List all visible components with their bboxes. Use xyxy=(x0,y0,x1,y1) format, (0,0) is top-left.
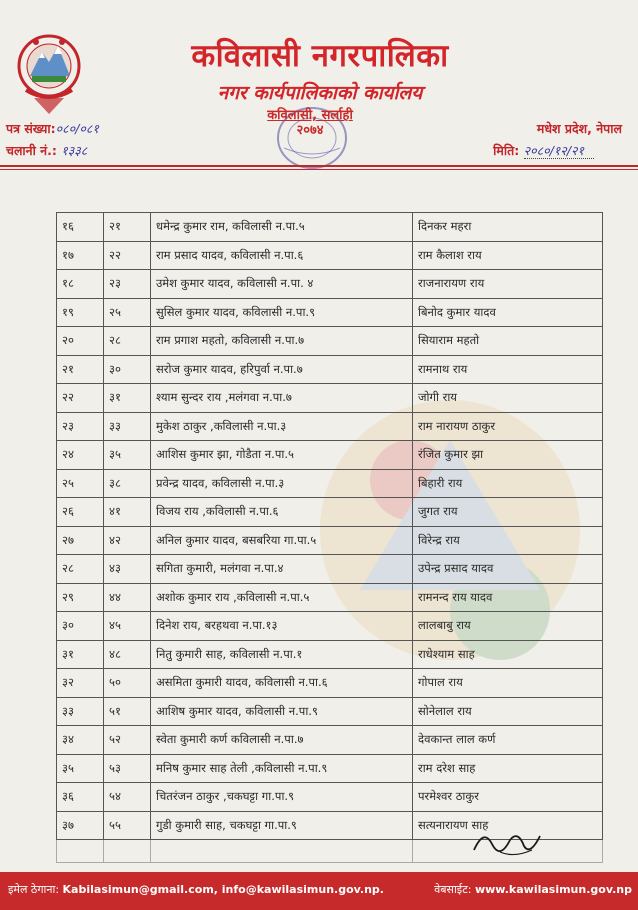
guardian-cell: जोगी राय xyxy=(413,384,603,413)
guardian-cell: दिनकर महरा xyxy=(413,213,603,242)
candidate-no-cell: ४३ xyxy=(104,555,151,584)
serial-cell: २६ xyxy=(57,498,104,527)
table-row xyxy=(57,441,603,470)
name-address-cell: राम प्रसाद यादव, कविलासी न.पा.६ xyxy=(151,241,413,270)
bleed-through-cell xyxy=(151,840,413,863)
serial-cell: २१ xyxy=(57,355,104,384)
name-address-cell: मनिष कुमार साह तेली ,कविलासी न.पा.९ xyxy=(151,754,413,783)
name-address-cell: मुकेश ठाकुर ,कविलासी न.पा.३ xyxy=(151,412,413,441)
municipality-title: कविलासी नगरपालिका xyxy=(191,38,449,74)
candidate-no-cell: २२ xyxy=(104,241,151,270)
letter-number-value: ०८०/०८१ xyxy=(55,121,99,136)
candidate-no-cell: ३८ xyxy=(104,469,151,498)
header-divider-thin xyxy=(0,169,638,170)
signature-icon xyxy=(470,822,550,862)
name-address-cell: आशिस कुमार झा, गोडैता न.पा.५ xyxy=(151,441,413,470)
table-row xyxy=(57,612,603,641)
name-address-cell: धमेन्द्र कुमार राम, कविलासी न.पा.५ xyxy=(151,213,413,242)
date-value: २०८०/१२/२१ xyxy=(524,143,594,159)
date-label: मिति: xyxy=(493,143,520,158)
candidate-no-cell: ५२ xyxy=(104,726,151,755)
name-address-cell: स्वेता कुमारी कर्ण कविलासी न.पा.७ xyxy=(151,726,413,755)
table-row xyxy=(57,355,603,384)
table-row xyxy=(57,412,603,441)
serial-cell: ३५ xyxy=(57,754,104,783)
name-address-cell: आशिष कुमार यादव, कविलासी न.पा.९ xyxy=(151,697,413,726)
candidate-no-cell: ३३ xyxy=(104,412,151,441)
name-address-cell: सगिता कुमारी, मलंगवा न.पा.४ xyxy=(151,555,413,584)
name-address-cell: असमिता कुमारी यादव, कविलासी न.पा.६ xyxy=(151,669,413,698)
candidate-no-cell: ५५ xyxy=(104,811,151,840)
serial-cell: २४ xyxy=(57,441,104,470)
guardian-cell: राधेश्याम साह xyxy=(413,640,603,669)
dispatch-number-label: चलानी नं.: xyxy=(6,143,57,158)
bleed-through-cell xyxy=(104,840,151,863)
table-row xyxy=(57,213,603,242)
serial-cell: ३४ xyxy=(57,726,104,755)
roster-table-body xyxy=(57,213,603,863)
guardian-cell: बिहारी राय xyxy=(413,469,603,498)
candidate-no-cell: ५० xyxy=(104,669,151,698)
table-row xyxy=(57,754,603,783)
name-address-cell: अनिल कुमार यादव, बसबरिया गा.पा.५ xyxy=(151,526,413,555)
table-row xyxy=(57,583,603,612)
office-title: नगर कार्यपालिकाको कार्यालय xyxy=(217,82,423,104)
footer-email-addresses[interactable]: Kabilasimun@gmail.com, info@kawilasimun.gov.np. xyxy=(62,883,384,896)
footer-website-label: वेबसाईट: xyxy=(434,883,472,896)
candidate-no-cell: ५३ xyxy=(104,754,151,783)
header-divider xyxy=(0,165,638,167)
name-address-cell: सुसिल कुमार यादव, कविलासी न.पा.९ xyxy=(151,298,413,327)
letter-number xyxy=(6,120,99,137)
table-row xyxy=(57,241,603,270)
serial-cell: १७ xyxy=(57,241,104,270)
serial-cell: ३६ xyxy=(57,783,104,812)
candidate-no-cell: ४१ xyxy=(104,498,151,527)
place-line: कविलासी, सर्लाही xyxy=(267,108,353,123)
table-row xyxy=(57,298,603,327)
serial-cell: २३ xyxy=(57,412,104,441)
table-row xyxy=(57,783,603,812)
candidate-no-cell: २१ xyxy=(104,213,151,242)
table-row xyxy=(57,469,603,498)
guardian-cell: सोनेलाल राय xyxy=(413,697,603,726)
table-row xyxy=(57,640,603,669)
roster-table-wrapper xyxy=(56,212,602,863)
table-row xyxy=(57,726,603,755)
guardian-cell: सियाराम महतो xyxy=(413,327,603,356)
footer-email xyxy=(8,882,384,897)
table-row xyxy=(57,384,603,413)
guardian-cell: राजनारायण राय xyxy=(413,270,603,299)
table-row xyxy=(57,697,603,726)
table-row xyxy=(57,526,603,555)
nepal-emblem-icon xyxy=(14,28,84,120)
candidate-no-cell: २८ xyxy=(104,327,151,356)
guardian-cell: रंजित कुमार झा xyxy=(413,441,603,470)
guardian-cell: राम कैलाश राय xyxy=(413,241,603,270)
serial-cell: २२ xyxy=(57,384,104,413)
candidate-no-cell: ४८ xyxy=(104,640,151,669)
name-address-cell: प्रवेन्द्र यादव, कविलासी न.पा.३ xyxy=(151,469,413,498)
guardian-cell: सत्यनारायण साह xyxy=(413,811,603,840)
table-row xyxy=(57,555,603,584)
guardian-cell: रामनन्द राय यादव xyxy=(413,583,603,612)
guardian-cell: उपेन्द्र प्रसाद यादव xyxy=(413,555,603,584)
name-address-cell: श्याम सुन्दर राय ,मलंगवा न.पा.७ xyxy=(151,384,413,413)
name-address-cell: नितु कुमारी साह, कविलासी न.पा.१ xyxy=(151,640,413,669)
table-row xyxy=(57,498,603,527)
guardian-cell: राम नारायण ठाकुर xyxy=(413,412,603,441)
guardian-cell: परमेश्वर ठाकुर xyxy=(413,783,603,812)
table-row xyxy=(57,669,603,698)
serial-cell: ३२ xyxy=(57,669,104,698)
province-line: मधेश प्रदेश, नेपाल xyxy=(536,121,622,136)
candidate-no-cell: ५४ xyxy=(104,783,151,812)
candidate-no-cell: ४२ xyxy=(104,526,151,555)
name-address-cell: राम प्रगाश महतो, कविलासी न.पा.७ xyxy=(151,327,413,356)
candidate-no-cell: ३१ xyxy=(104,384,151,413)
candidate-no-cell: ४५ xyxy=(104,612,151,641)
guardian-cell: राम दरेश साह xyxy=(413,754,603,783)
serial-cell: २७ xyxy=(57,526,104,555)
footer-website-link[interactable]: www.kawilasimun.gov.np xyxy=(474,883,632,896)
serial-cell: २९ xyxy=(57,583,104,612)
footer-website xyxy=(434,882,632,897)
serial-cell: ३१ xyxy=(57,640,104,669)
name-address-cell: सरोज कुमार यादव, हरिपुर्वा न.पा.७ xyxy=(151,355,413,384)
candidate-no-cell: ३० xyxy=(104,355,151,384)
candidate-no-cell: २५ xyxy=(104,298,151,327)
serial-cell: १९ xyxy=(57,298,104,327)
serial-cell: ३३ xyxy=(57,697,104,726)
date-line xyxy=(493,142,594,159)
guardian-cell: बिनोद कुमार यादव xyxy=(413,298,603,327)
established-year: २०७४ xyxy=(296,123,324,138)
serial-cell: ३७ xyxy=(57,811,104,840)
candidate-no-cell: ३५ xyxy=(104,441,151,470)
serial-cell: ३० xyxy=(57,612,104,641)
table-row xyxy=(57,327,603,356)
name-address-cell: चितरंजन ठाकुर ,चकघट्टा गा.पा.९ xyxy=(151,783,413,812)
bleed-through-cell xyxy=(57,840,104,863)
name-address-cell: उमेश कुमार यादव, कविलासी न.पा. ४ xyxy=(151,270,413,299)
candidate-no-cell: ५१ xyxy=(104,697,151,726)
serial-cell: १६ xyxy=(57,213,104,242)
guardian-cell: जुगत राय xyxy=(413,498,603,527)
name-address-cell: अशोक कुमार राय ,कविलासी न.पा.५ xyxy=(151,583,413,612)
serial-cell: २५ xyxy=(57,469,104,498)
serial-cell: २० xyxy=(57,327,104,356)
footer-bar xyxy=(0,872,638,910)
candidate-no-cell: २३ xyxy=(104,270,151,299)
guardian-cell: लालबाबु राय xyxy=(413,612,603,641)
dispatch-number xyxy=(6,142,87,159)
roster-table xyxy=(56,212,603,863)
name-address-cell: दिनेश राय, बरहथवा न.पा.१३ xyxy=(151,612,413,641)
candidate-no-cell: ४४ xyxy=(104,583,151,612)
guardian-cell: देवकान्त लाल कर्ण xyxy=(413,726,603,755)
name-address-cell: विजय राय ,कविलासी न.पा.६ xyxy=(151,498,413,527)
serial-cell: १८ xyxy=(57,270,104,299)
footer-email-label: इमेल ठेगाना: xyxy=(8,883,60,896)
serial-cell: २८ xyxy=(57,555,104,584)
guardian-cell: रामनाथ राय xyxy=(413,355,603,384)
guardian-cell: विरेन्द्र राय xyxy=(413,526,603,555)
name-address-cell: गुडी कुमारी साह, चकघट्टा गा.पा.९ xyxy=(151,811,413,840)
table-row xyxy=(57,270,603,299)
dispatch-number-value: १३३८ xyxy=(61,143,88,158)
letter-number-label: पत्र संख्या: xyxy=(6,121,56,136)
guardian-cell: गोपाल राय xyxy=(413,669,603,698)
